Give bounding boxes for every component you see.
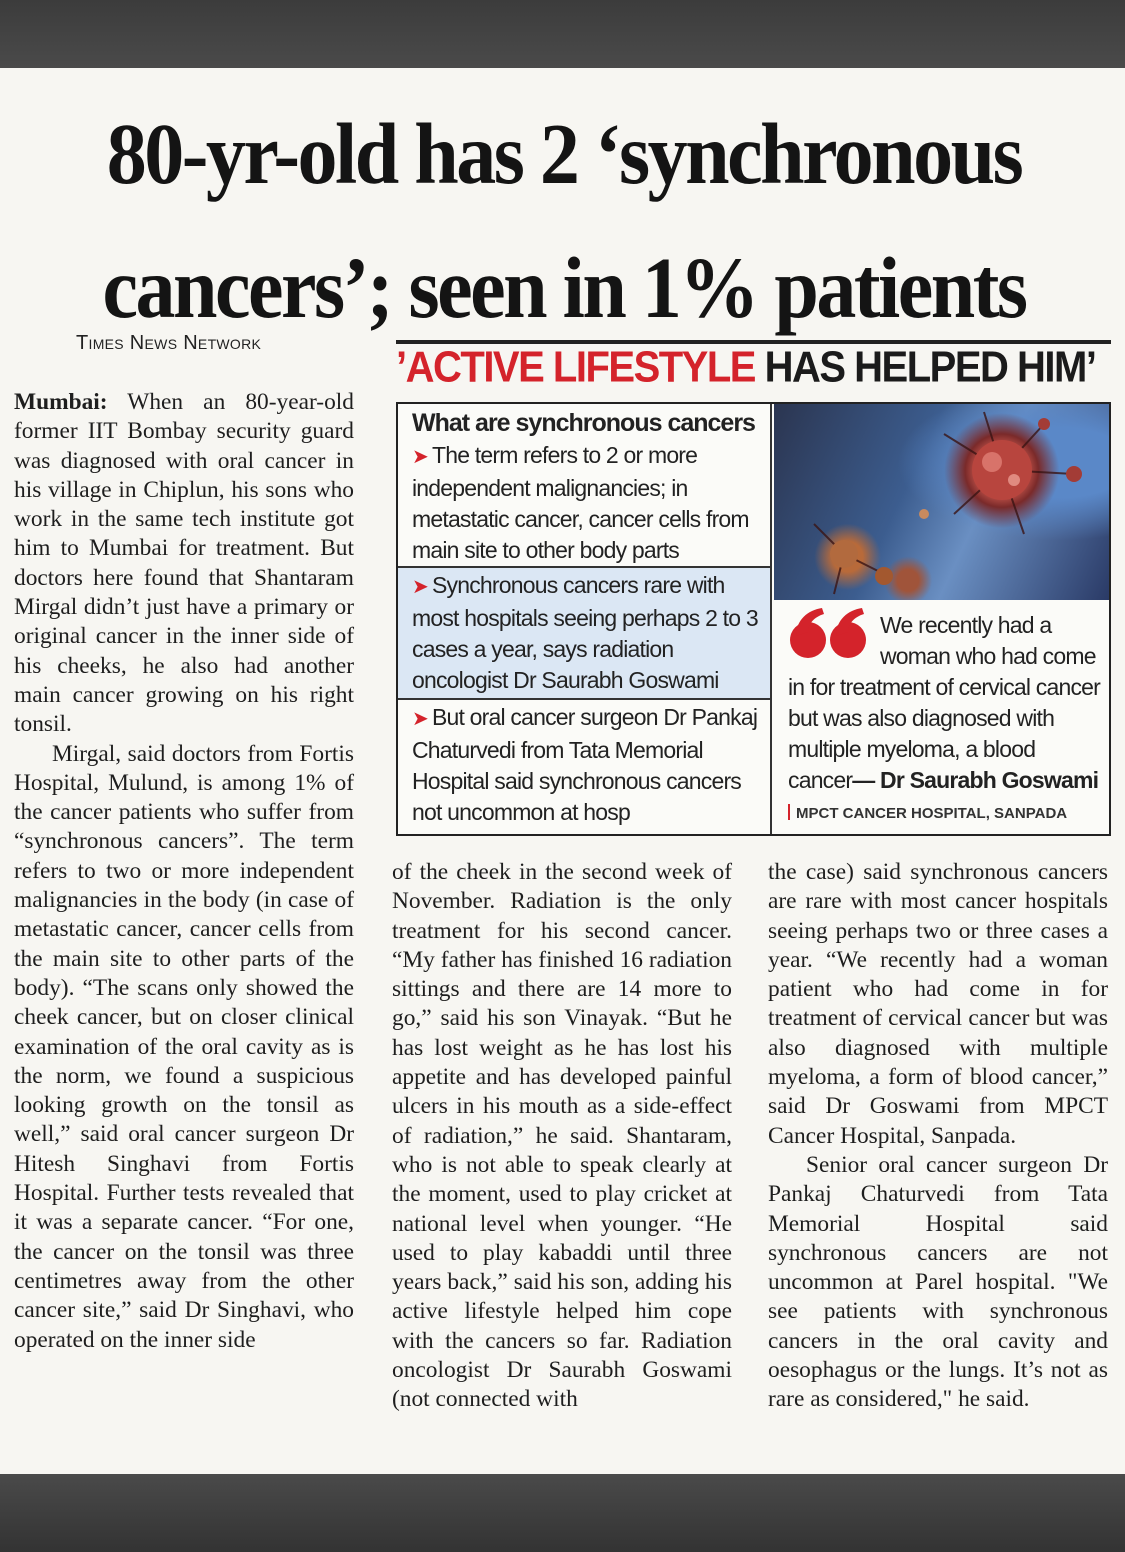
red-arrowhead-icon: ➤: [412, 576, 428, 598]
pull-quote-source-text: MPCT CANCER HOSPITAL, SANPADA: [796, 805, 1068, 822]
explainer-point-1: [398, 438, 770, 566]
headline-line-1: 80-yr-old has 2 ‘synchronous: [106, 107, 1022, 203]
article-column-1: [14, 388, 354, 1355]
article-column-3: [768, 858, 1108, 1415]
headline-line-2: cancers’; seen in 1% patients: [102, 241, 1026, 337]
sidebar-column-divider: [770, 404, 772, 834]
article-paragraph: Senior oral cancer surgeon Dr Pankaj Chaturvedi from Tata Memorial Hospital said synchronous cancers are not uncommon at Parel hospital. "We see patients with synchronous cancers in the oral cavity and oesophagus or the lungs. It’s not as rare as considered," he said.: [768, 1151, 1108, 1413]
explainer-point-2: [398, 568, 770, 698]
explainer-panel: [398, 404, 770, 834]
sidebar-box: [396, 402, 1111, 836]
explainer-point-text: But oral cancer surgeon Dr Pankaj Chaturvedi from Tata Memorial Hospital said synchronous cancers not uncommon at hosp: [412, 704, 758, 825]
explainer-point-text: The term refers to 2 or more independent malignancies; in metastatic cancer, cancer cells from main site to other body parts: [412, 442, 749, 563]
article-column-2: [392, 858, 732, 1415]
byline: Times News Network: [76, 332, 262, 354]
cancer-cell-illustration: [774, 404, 1109, 600]
article-paragraph: of the cheek in the second week of November. Radiation is the only treatment for his second cancer. “My father has finished 16 radiation sittings and there are 14 more to go,” said his son Vinayak. “But he has lost weight as he has lost his appetite and has developed painful ulcers in his mouth as a side-effect of radiation,” he said. Shantaram, who is not able to speak clearly at the moment, used to play cricket at national level when younger. “He used to play kabaddi until three years back,” said his son, adding his active lifestyle helped him cope with the cancers so far. Radiation oncologist Dr Saurabh Goswami (not connected with: [392, 859, 732, 1413]
newspaper-clipping: [0, 68, 1125, 1474]
pull-quote-first-line: We recently had a woman who had come: [880, 612, 1096, 669]
red-arrowhead-icon: ➤: [412, 446, 428, 468]
article-paragraph: the case) said synchronous cancers are rare with most cancer hospitals seeing perhaps two or three cases a year. “We recently had a woman patient who had come in for treatment of cervical cancer but was also diagnosed with multiple myeloma, a form of blood cancer,” said Dr Goswami from MPCT Cancer Hospital, Sanpada.: [768, 859, 1108, 1149]
article-paragraph: [14, 388, 354, 740]
pull-quote-attribution: — Dr Saurabh Goswami: [852, 767, 1099, 793]
screen-bottom-bar: [0, 1474, 1125, 1552]
dateline: Mumbai:: [14, 389, 108, 415]
article-text: When an 80-year-old former IIT Bombay security guard was diagnosed with oral cancer in his village in Chiplun, his sons who work in the same tech institute got him to Mumbai for treatment. But doctors here found that Shantaram Mirgal didn’t just have a primary or original cancer in the inner side of his cheeks, he also had another main cancer growing on his right tonsil.: [14, 389, 354, 738]
screen-top-bar: [0, 0, 1125, 68]
explainer-heading: What are synchronous cancers: [412, 409, 755, 437]
pull-quote: [774, 600, 1109, 834]
pull-quote-body: in for treatment of cervical cancer but was also diagnosed with multiple myeloma, a blood cancer: [788, 674, 1101, 793]
cancer-cell-icon: [774, 404, 1109, 600]
red-arrowhead-icon: ➤: [412, 708, 428, 730]
explainer-point-3: [398, 700, 770, 832]
headline: [14, 88, 1114, 356]
pull-quote-text: [788, 610, 1104, 796]
article-paragraph: Mirgal, said doctors from Fortis Hospital, Mulund, is among 1% of the cancer patients who suffer from “synchronous cancers”. The term refers to two or more independent malignancies in the body (in case of metastatic cancer, cancer cells from the main site to other parts of the body). “The scans only showed the cheek cancer, but on closer clinical examination of the oral cavity as is the norm, we found a suspicious looking growth on the tonsil as well,” said oral cancer surgeon Dr Hitesh Singhavi from Fortis Hospital. Further tests revealed that it was a separate cancer. “For one, the cancer on the tonsil was three centimetres away from the other cancer site,” said Dr Singhavi, who operated on the inner side: [14, 740, 354, 1353]
sidebar-title-red: ’ACTIVE LIFESTYLE: [396, 343, 755, 392]
pull-quote-source: [788, 798, 1067, 829]
source-bar: [788, 804, 790, 820]
explainer-point-text: Synchronous cancers rare with most hospitals seeing perhaps 2 to 3 cases a year, says radiation oncologist Dr Saurabh Goswami: [412, 572, 758, 693]
sidebar-title: [396, 344, 1111, 404]
sidebar-title-dark: HAS HELPED HIM’: [754, 343, 1096, 392]
